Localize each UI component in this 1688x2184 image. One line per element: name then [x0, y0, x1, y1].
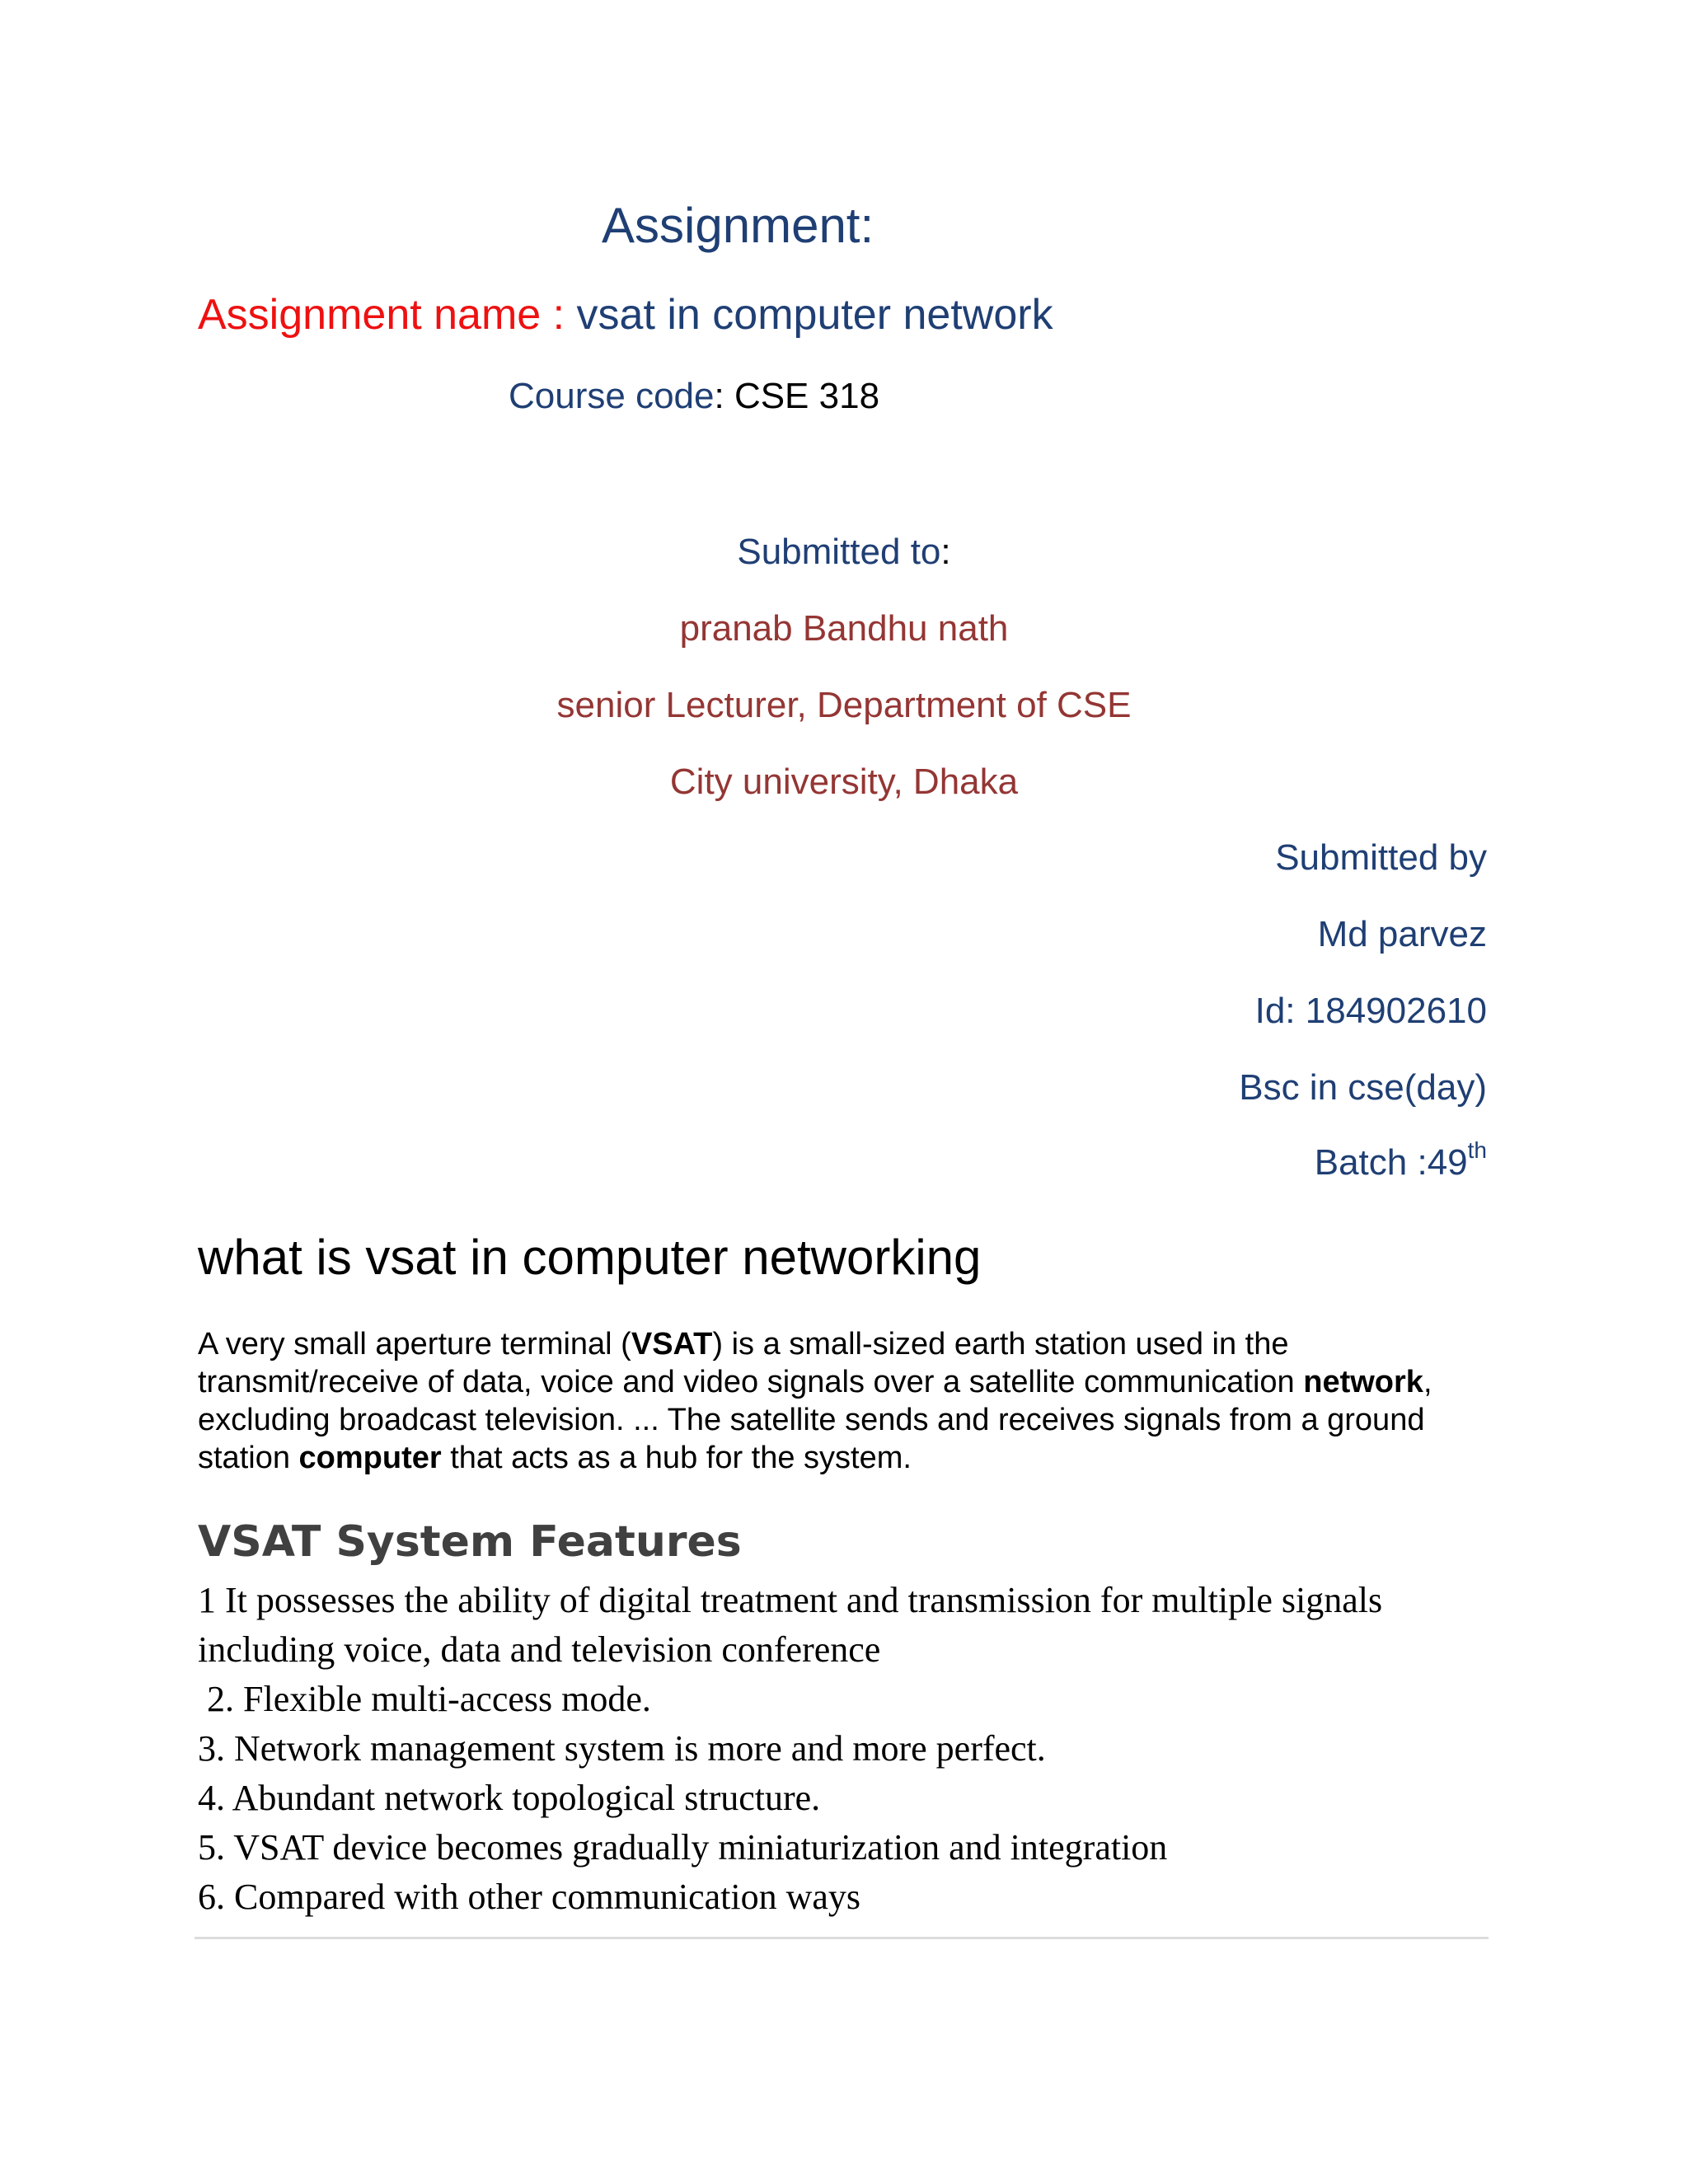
teacher-title: senior Lecturer, Department of CSE: [556, 685, 1132, 725]
submitted-to-colon: :: [940, 532, 951, 572]
teacher-university: City university, Dhaka: [669, 762, 1019, 802]
student-batch: [1314, 1137, 1487, 1185]
intro-text-4: that acts as a hub for the system.: [441, 1441, 912, 1475]
course-code-line: [509, 374, 879, 419]
intro-text-3: , excluding broadcast television. ... The satellite sends and receives signals from a ground station: [198, 1365, 1432, 1475]
student-batch-text: Batch :49: [1314, 1142, 1468, 1183]
intro-bold-computer: computer: [298, 1441, 442, 1475]
features-heading: VSAT System Features: [198, 1517, 742, 1567]
list-item: 3. Network management system is more and more perfect.: [198, 1728, 1046, 1769]
section-heading: what is vsat in computer networking: [198, 1230, 982, 1285]
assignment-name-value: vsat in computer network: [576, 291, 1053, 339]
submitted-to-label: Submitted to: [737, 532, 941, 572]
features-list: [198, 1576, 1517, 1922]
list-item: 1 It possesses the ability of digital treatment and transmission for multiple signals including voice, data and television conference: [198, 1580, 1392, 1670]
submitted-by-label: Submitted by: [1275, 837, 1487, 878]
course-code-separator: :: [714, 376, 734, 416]
list-item: 5. VSAT device becomes gradually miniaturization and integration: [198, 1827, 1168, 1868]
student-id: Id: 184902610: [1254, 991, 1487, 1031]
page-title: Assignment:: [602, 198, 874, 253]
intro-bold-vsat: VSAT: [631, 1327, 713, 1361]
intro-bold-network: network: [1303, 1365, 1423, 1399]
submitted-to-label-line: [0, 530, 1688, 574]
assignment-name-line: [198, 288, 1053, 341]
student-batch-suffix: th: [1467, 1137, 1487, 1163]
list-item: 6. Compared with other communication ways: [198, 1877, 861, 1917]
course-code-label: Course code: [509, 376, 715, 416]
bottom-divider: [195, 1937, 1489, 1939]
list-item: 4. Abundant network topological structure.: [198, 1778, 821, 1818]
intro-text-1: A very small aperture terminal (: [198, 1327, 631, 1361]
student-name: Md parvez: [1317, 914, 1487, 954]
course-code-value: CSE 318: [734, 376, 880, 416]
student-program: Bsc in cse(day): [1239, 1067, 1487, 1108]
list-item: 2. Flexible multi-access mode.: [198, 1679, 651, 1719]
teacher-name: pranab Bandhu nath: [679, 608, 1009, 649]
intro-text-2: ) is a small-sized earth station used in the transmit/receive of data, voice and video signals over a satellite communication: [198, 1327, 1304, 1399]
assignment-name-label: Assignment name :: [198, 291, 577, 339]
intro-paragraph: [198, 1325, 1517, 1477]
